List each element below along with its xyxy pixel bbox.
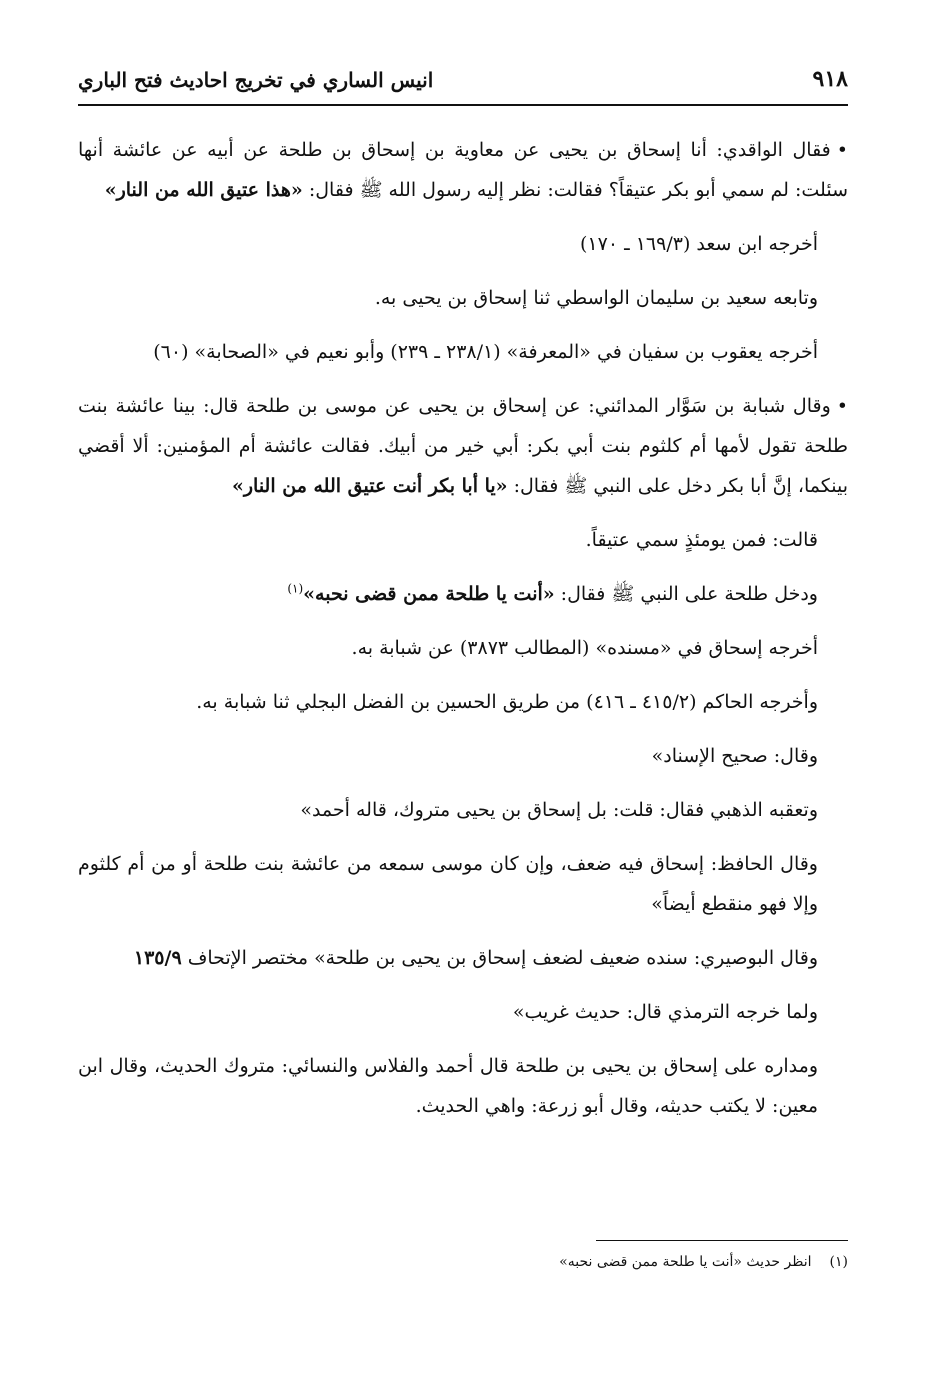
bullet-icon: • (836, 395, 848, 417)
paragraph-text: فقال الواقدي: أنا إسحاق بن يحيى عن معاوية بن إسحاق بن طلحة عن أبيه عن عائشة أنها سئلت: لم سمي أبو بكر عتيقاً؟ فقالت: نظر إليه رسول الله ﷺ فقال: (78, 139, 848, 201)
paragraph-ibn-saad: أخرجه ابن سعد (١٦٩/٣ ـ ١٧٠) (580, 233, 818, 255)
page-header (78, 62, 848, 102)
hadith-quote: «يا أبا بكر أنت عتيق الله من النار» (231, 475, 508, 497)
page-number: ٩١٨ (812, 66, 848, 92)
footnote (148, 1250, 848, 1274)
paragraph-text: وقال البوصيري: سنده ضعيف لضعف إسحاق بن يحيى بن طلحة» مختصر الإتحاف (181, 947, 818, 969)
paragraph-hakim: وأخرجه الحاكم (٤١٥/٢ ـ ٤١٦) من طريق الحسين بن الفضل البجلي ثنا شبابة به. (196, 691, 818, 713)
header-divider (78, 104, 848, 106)
paragraph-talha (78, 574, 848, 614)
paragraph-text: ودخل طلحة على النبي ﷺ فقال: (554, 583, 818, 605)
paragraph-tirmidhi: ولما خرجه الترمذي قال: حديث غريب» (512, 1001, 818, 1023)
running-title: انيس الساري في تخريج احاديث فتح الباري (78, 68, 434, 92)
paragraph-conclusion: ومداره على إسحاق بن يحيى بن طلحة قال أحمد والفلاس والنسائي: متروك الحديث، وقال ابن معين: لا يكتب حديثه، وقال أبو زرعة: واهي الحديث. (78, 1055, 818, 1117)
main-text (78, 130, 848, 1140)
citation-number: ١٣٥/٩ (133, 947, 182, 969)
footnote-number: (١) (829, 1254, 848, 1270)
paragraph-shababa (78, 386, 848, 506)
paragraph-hakim-grade: وقال: صحيح الإسناد» (651, 745, 818, 767)
paragraph-waqidi (78, 130, 848, 210)
footnote-reference[interactable]: (١) (287, 581, 304, 596)
paragraph-yaqub: أخرجه يعقوب بن سفيان في «المعرفة» (٢٣٨/١ ـ ٢٣٩) وأبو نعيم في «الصحابة» (٦٠) (153, 341, 818, 363)
paragraph-busiri (78, 938, 848, 978)
hadith-quote: «هذا عتيق الله من النار» (104, 179, 303, 201)
bullet-icon: • (836, 139, 848, 161)
hadith-quote: «أنت يا طلحة ممن قضى نحبه» (303, 583, 555, 605)
paragraph-text: وقال شبابة بن سَوَّار المدائني: عن إسحاق بن يحيى عن موسى بن طلحة قال: بينا عائشة بنت طلحة تقول لأمها أم كلثوم بنت أبي بكر: أبي خير من أبيك. فقالت عائشة أم المؤمنين: ألا أقضي بينكما، إنَّ أبا بكر دخل على النبي ﷺ فقال: (78, 395, 848, 497)
paragraph-atiq: قالت: فمن يومئذٍ سمي عتيقاً. (585, 529, 818, 551)
paragraph-hafiz: وقال الحافظ: إسحاق فيه ضعف، وإن كان موسى سمعه من عائشة بنت طلحة أو من أم كلثوم وإلا فهو منقطع أيضاً» (78, 853, 818, 915)
paragraph-follow-up: وتابعه سعيد بن سليمان الواسطي ثنا إسحاق بن يحيى به. (374, 287, 818, 309)
footnote-divider (596, 1240, 848, 1241)
paragraph-dhahabi: وتعقبه الذهبي فقال: قلت: بل إسحاق بن يحيى متروك، قاله أحمد» (300, 799, 818, 821)
paragraph-ishaq: أخرجه إسحاق في «مسنده» (المطالب ٣٨٧٣) عن شبابة به. (351, 637, 818, 659)
footnote-text: انظر حديث «أنت يا طلحة ممن قضى نحبه» (559, 1254, 812, 1270)
